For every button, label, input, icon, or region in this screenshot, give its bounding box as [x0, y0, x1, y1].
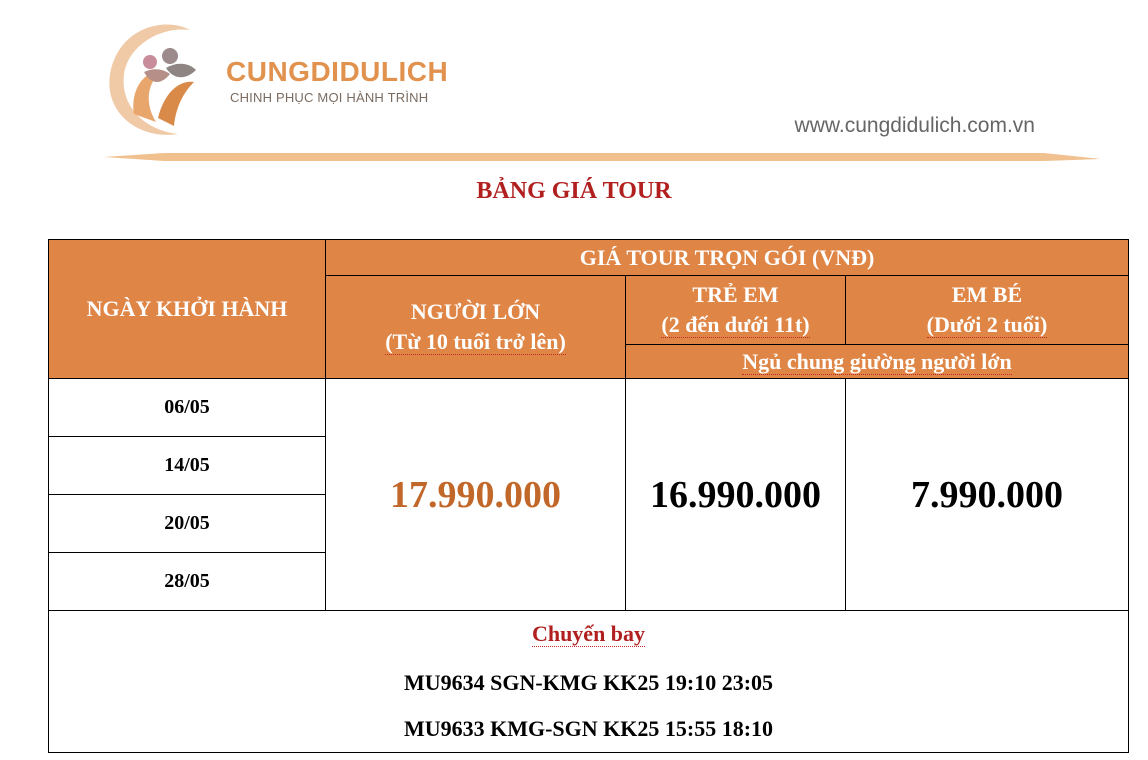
shared-bed-note: Ngủ chung giường người lớn	[742, 348, 1012, 374]
adult-header	[326, 276, 626, 379]
departure-date: 14/05	[49, 437, 326, 495]
child-label: TRẺ EM	[692, 282, 779, 308]
flight-info-cell	[49, 611, 1129, 753]
website-url: www.cungdidulich.com.vn	[794, 114, 1035, 137]
departure-date: 20/05	[49, 495, 326, 553]
infant-label: EM BÉ	[951, 282, 1023, 308]
brand-name: CUNGDIDULICH	[226, 56, 449, 87]
shared-bed-note-cell	[626, 345, 1129, 379]
table-row	[49, 379, 1129, 437]
child-note: (2 đến dưới 11t)	[661, 312, 810, 337]
flight-line-outbound: MU9634 SGN-KMG KK25 19:10 23:05	[403, 670, 774, 695]
brand-logo-icon	[104, 22, 216, 138]
child-price: 16.990.000	[626, 379, 846, 611]
brand-slogan: CHINH PHỤC MỌI HÀNH TRÌNH	[230, 90, 429, 105]
header-divider	[104, 150, 1101, 164]
departure-date: 06/05	[49, 379, 326, 437]
adult-label: NGƯỜI LỚN	[410, 299, 541, 325]
departure-header: NGÀY KHỞI HÀNH	[49, 240, 326, 379]
page-title: BẢNG GIÁ TOUR	[476, 178, 672, 204]
package-price-header: GIÁ TOUR TRỌN GÓI (VNĐ)	[326, 240, 1129, 276]
flight-title: Chuyến bay	[531, 621, 646, 646]
adult-note: (Từ 10 tuổi trở lên)	[385, 329, 566, 354]
infant-note: (Dưới 2 tuổi)	[926, 312, 1048, 337]
departure-date: 28/05	[49, 553, 326, 611]
infant-header	[846, 276, 1129, 345]
adult-price: 17.990.000	[326, 379, 626, 611]
child-header	[626, 276, 846, 345]
price-table	[48, 239, 1129, 753]
flight-line-return: MU9633 KMG-SGN KK25 15:55 18:10	[403, 716, 774, 741]
infant-price: 7.990.000	[846, 379, 1129, 611]
